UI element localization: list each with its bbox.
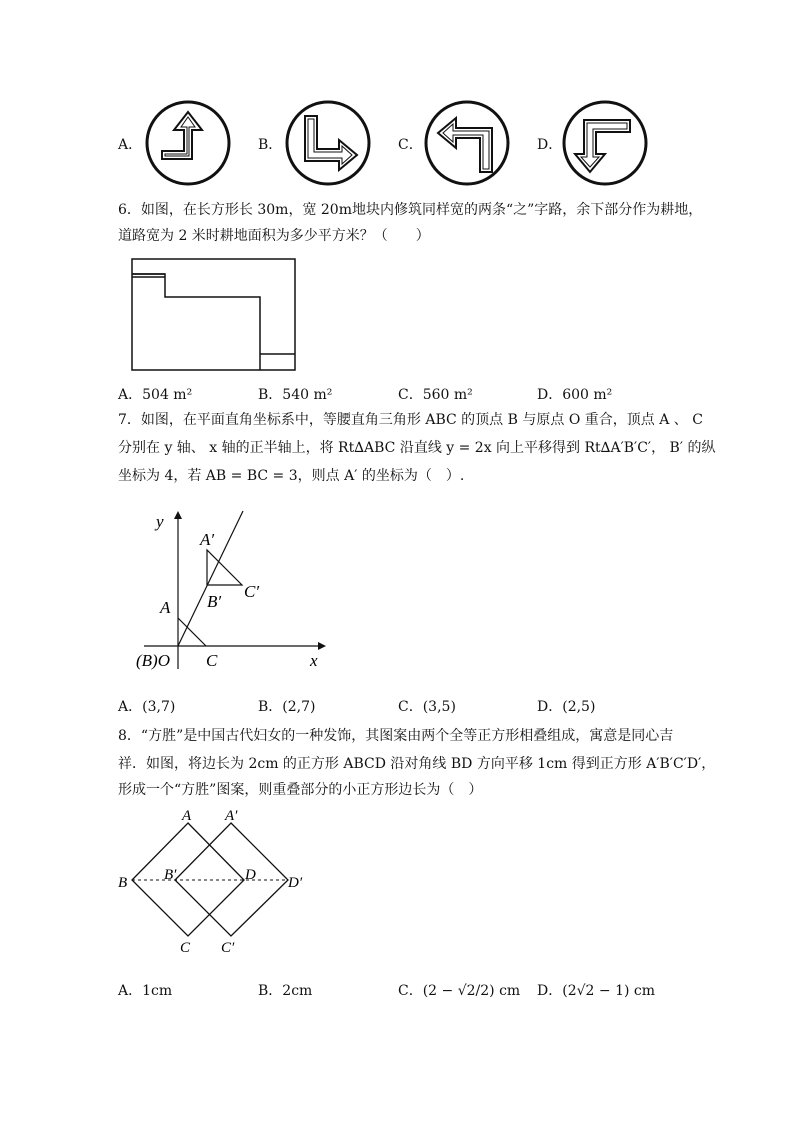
q5-option-d-label: D． [537,137,563,153]
q8-square-figure [114,803,314,958]
q5-option-b-label: B． [258,137,283,153]
q6-option-b[interactable]: B．540 m² [258,387,333,403]
q7-stem-line-3: 坐标为 4，若 AB = BC = 3，则点 A′ 的坐标为（ ）. [118,468,465,484]
q7-label-y: y [156,512,164,531]
q6-option-c[interactable]: C．560 m² [398,387,473,403]
q7-coordinate-figure [130,505,330,675]
q7-label-origin: (B)O [136,651,170,670]
q8-label-b-prime: B′ [164,867,177,883]
q8-label-c-prime: C′ [221,940,235,956]
q7-label-c-prime: C′ [244,582,260,601]
q7-option-c[interactable]: C．(3,5) [398,699,456,715]
q8-label-d: D [245,867,256,883]
q5-option-a-label: A． [118,137,143,153]
q6-field-figure [131,258,297,372]
q8-stem-line-1: 8．“方胜”是中国古代妇女的一种发饰，其图案由两个全等正方形相叠组成，寓意是同心吉 [118,728,674,744]
q7-stem-line-1: 7．如图，在平面直角坐标系中，等腰直角三角形 ABC 的顶点 B 与原点 O 重合，顶点 A 、 C [118,412,703,428]
q8-label-a-prime: A′ [225,808,238,824]
q7-label-x: x [310,651,318,670]
q6-option-d[interactable]: D．600 m² [537,387,613,403]
q8-option-c[interactable]: C．(2 − √2/2) cm [398,983,521,999]
q7-stem-line-2: 分别在 y 轴、 x 轴的正半轴上，将 Rt∆ABC 沿直线 y = 2x 向上平移得到 Rt∆A′B′C′， B′ 的纵 [118,440,716,456]
q8-label-a: A [182,808,192,824]
arrow-up-turn-icon [145,100,231,186]
arrow-left-turn-icon [424,100,510,186]
q7-label-b-prime: B′ [207,592,222,611]
q8-option-d[interactable]: D．(2√2 − 1) cm [537,983,655,999]
q7-label-a: A [160,598,171,617]
q8-stem-line-2: 祥．如图，将边长为 2cm 的正方形 ABCD 沿对角线 BD 方向平移 1cm 得到正方形 A′B′C′D′， [118,756,716,772]
q5-option-c-label: C． [398,137,423,153]
q8-option-b[interactable]: B．2cm [258,983,313,999]
q7-option-b[interactable]: B．(2,7) [258,699,316,715]
q7-label-c: C [206,651,218,670]
q8-label-c: C [180,940,191,956]
q8-stem-line-3: 形成一个“方胜”图案，则重叠部分的小正方形边长为（ ） [118,782,483,798]
q8-label-b: B [118,875,128,891]
q7-label-a-prime: A′ [200,530,215,549]
q6-stem-line-1: 6．如图，在长方形长 30m，宽 20m地块内修筑同样宽的两条“之”字路，余下部分作为耕地， [118,202,703,218]
arrow-down-turn-icon [562,100,648,186]
q7-option-d[interactable]: D．(2,5) [537,699,596,715]
arrow-right-turn-icon [285,100,371,186]
q7-option-a[interactable]: A．(3,7) [118,699,176,715]
q6-stem-line-2: 道路宽为 2 米时耕地面积为多少平方米？（ ） [118,228,430,244]
q8-label-d-prime: D′ [288,875,303,891]
q6-option-a[interactable]: A．504 m² [118,387,193,403]
q8-option-a[interactable]: A．1cm [118,983,173,999]
